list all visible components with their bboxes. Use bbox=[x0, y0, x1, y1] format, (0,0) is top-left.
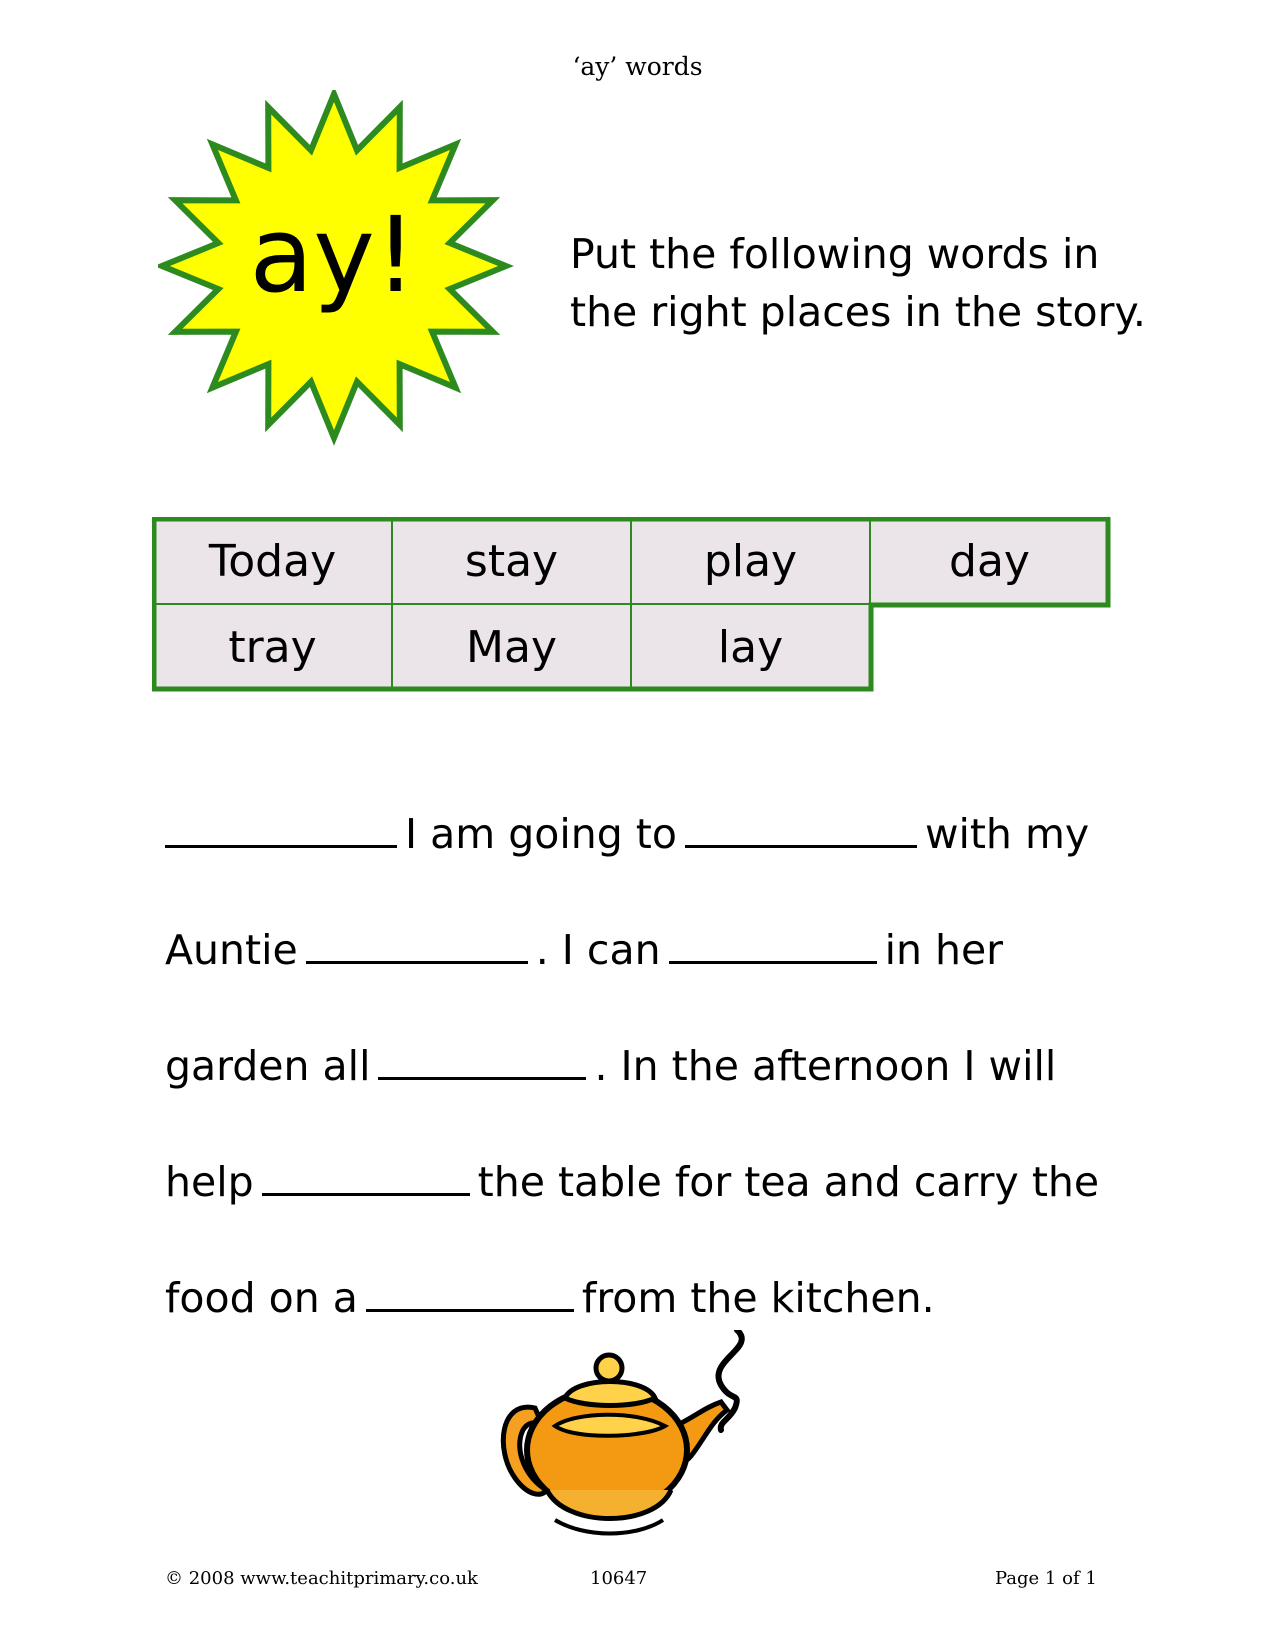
answer-blank[interactable] bbox=[262, 1163, 470, 1196]
word-bank-cell: lay bbox=[630, 603, 871, 691]
story-line bbox=[165, 926, 1165, 1042]
story-fragment: in her bbox=[884, 926, 1004, 974]
story-line bbox=[165, 1042, 1165, 1158]
footer-page: Page 1 of 1 bbox=[995, 1568, 1097, 1589]
word-bank-cell: May bbox=[391, 603, 632, 691]
story-text bbox=[165, 810, 1165, 1390]
story-line bbox=[165, 1158, 1165, 1274]
story-fragment: I am going to bbox=[405, 810, 677, 858]
story-fragment: garden all bbox=[165, 1042, 371, 1090]
story-fragment: . I can bbox=[535, 926, 661, 974]
answer-blank[interactable] bbox=[165, 815, 397, 848]
burst-label: ay! bbox=[249, 194, 417, 316]
story-fragment: with my bbox=[924, 810, 1090, 858]
answer-blank[interactable] bbox=[306, 931, 528, 964]
word-bank-cell: day bbox=[869, 517, 1110, 605]
story-line bbox=[165, 810, 1165, 926]
answer-blank[interactable] bbox=[378, 1047, 586, 1080]
page-title: ‘ay’ words bbox=[572, 52, 703, 81]
story-fragment: food on a bbox=[165, 1274, 358, 1322]
instruction-line-2: the right places in the story. bbox=[570, 288, 1146, 336]
instruction-text bbox=[570, 225, 1190, 341]
footer-code: 10647 bbox=[590, 1568, 648, 1589]
story-fragment: Auntie bbox=[165, 926, 298, 974]
story-fragment: the table for tea and carry the bbox=[477, 1158, 1100, 1206]
story-fragment: from the kitchen. bbox=[581, 1274, 935, 1322]
word-bank-cell: play bbox=[630, 517, 871, 605]
word-bank-cell: Today bbox=[152, 517, 393, 605]
story-fragment: . In the afternoon I will bbox=[594, 1042, 1057, 1090]
instruction-line-1: Put the following words in bbox=[570, 230, 1100, 278]
word-bank-cell: stay bbox=[391, 517, 632, 605]
answer-blank[interactable] bbox=[669, 931, 877, 964]
word-bank-cell: tray bbox=[152, 603, 393, 691]
teapot-icon bbox=[495, 1330, 785, 1545]
answer-blank[interactable] bbox=[366, 1279, 574, 1312]
answer-blank[interactable] bbox=[685, 815, 917, 848]
word-bank-border bbox=[152, 517, 1122, 707]
story-fragment: help bbox=[165, 1158, 254, 1206]
footer-copyright: © 2008 www.teachitprimary.co.uk bbox=[165, 1568, 478, 1589]
ay-starburst bbox=[158, 90, 538, 450]
